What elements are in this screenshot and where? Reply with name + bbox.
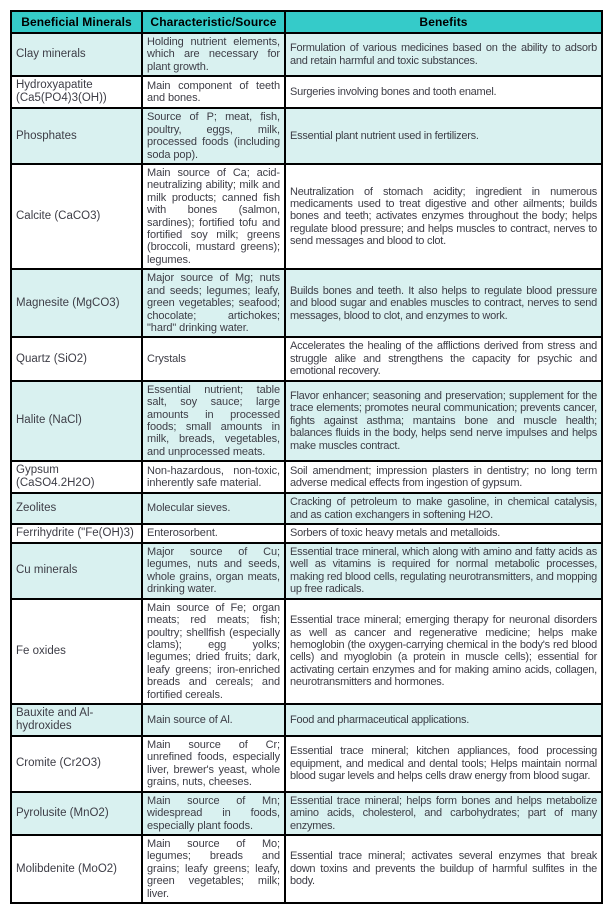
mineral-name-cell: Fe oxides bbox=[11, 599, 142, 704]
benefits-cell: Soil amendment; impression plasters in dentistry; no long term adverse medical effects from ingestion of gypsum. bbox=[285, 461, 602, 493]
benefits-cell: Neutralization of stomach acidity; ingredient in numerous medicaments used to treat digestive and other ailments; builds bones and teeth; activates enzymes throughout the body; helps regulate blood pressure; and helps muscles to contract, nerves to send messages and blood to clot. bbox=[285, 164, 602, 269]
table-row bbox=[11, 704, 602, 736]
benefits-cell: Food and pharmaceutical applications. bbox=[285, 704, 602, 736]
table-row bbox=[11, 381, 602, 462]
mineral-name-cell: Clay minerals bbox=[11, 33, 142, 76]
benefits-cell: Essential trace mineral, which along with amino and fatty acids as well as vitamins is required for normal metabolic processes, making red blood cells, regulating neurotransmitters, and mopping up free radicals. bbox=[285, 543, 602, 599]
mineral-name-cell: Hydroxyapatite (Ca5(PO4)3(OH)) bbox=[11, 76, 142, 108]
table-row bbox=[11, 599, 602, 704]
beneficial-minerals-table bbox=[10, 10, 603, 904]
mineral-name-cell: Zeolites bbox=[11, 493, 142, 524]
table-row bbox=[11, 461, 602, 493]
table-row bbox=[11, 108, 602, 164]
benefits-cell: Sorbers of toxic heavy metals and metalloids. bbox=[285, 524, 602, 543]
mineral-name-cell: Phosphates bbox=[11, 108, 142, 164]
characteristic-cell: Main source of Mn; widespread in foods, especially plant foods. bbox=[142, 792, 285, 835]
table-body bbox=[11, 33, 602, 903]
characteristic-cell: Main source of Fe; organ meats; red meats; fish; poultry; shellfish (especially clams); egg yolks; legumes; dried fruits; dark, leafy greens; iron-enriched breads and cereals; and fortified cereals. bbox=[142, 599, 285, 704]
benefits-cell: Essential trace mineral; emerging therapy for neuronal disorders as well as cancer and regenerative medicine; helps make hemoglobin (the oxygen-carrying chemical in the body's red blood cells) and myoglobin (a protein in muscle cells); essential for activating certain enzymes and for making amino acids, collagen, neurotransmitters and hormones. bbox=[285, 599, 602, 704]
characteristic-cell: Main source of Mo; legumes; breads and grains; leafy greens; leafy, green vegetables; milk; liver. bbox=[142, 835, 285, 903]
table-row bbox=[11, 33, 602, 76]
mineral-name-cell: Gypsum (CaSO4.2H2O) bbox=[11, 461, 142, 493]
benefits-cell: Essential trace mineral; kitchen appliances, food processing equipment, and medical and dental tools; Helps maintain normal blood sugar levels and helps cells draw energy from blood sugar. bbox=[285, 736, 602, 792]
characteristic-cell: Main source of Al. bbox=[142, 704, 285, 736]
table-row bbox=[11, 736, 602, 792]
table-row bbox=[11, 792, 602, 835]
mineral-name-cell: Molibdenite (MoO2) bbox=[11, 835, 142, 903]
mineral-name-cell: Calcite (CaCO3) bbox=[11, 164, 142, 269]
mineral-name-cell: Magnesite (MgCO3) bbox=[11, 269, 142, 337]
characteristic-cell: Enterosorbent. bbox=[142, 524, 285, 543]
table-row bbox=[11, 76, 602, 108]
mineral-name-cell: Cu minerals bbox=[11, 543, 142, 599]
benefits-cell: Essential trace mineral; activates several enzymes that break down toxins and prevents the buildup of harmful sulfites in the body. bbox=[285, 835, 602, 903]
table-row bbox=[11, 835, 602, 903]
characteristic-cell: Source of P; meat, fish, poultry, eggs, milk, processed foods (including soda pop). bbox=[142, 108, 285, 164]
characteristic-cell: Major source of Mg; nuts and seeds; legumes; leafy, green vegetables; seafood; chocolate; artichokes; "hard" drinking water. bbox=[142, 269, 285, 337]
mineral-name-cell: Pyrolusite (MnO2) bbox=[11, 792, 142, 835]
mineral-name-cell: Cromite (Cr2O3) bbox=[11, 736, 142, 792]
column-header-characteristic-source: Characteristic/Source bbox=[142, 11, 285, 33]
column-header-beneficial-minerals: Beneficial Minerals bbox=[11, 11, 142, 33]
characteristic-cell: Major source of Cu; legumes, nuts and seeds, whole grains, organ meats, drinking water. bbox=[142, 543, 285, 599]
benefits-cell: Cracking of petroleum to make gasoline, in chemical catalysis, and as cation exchangers in softening H2O. bbox=[285, 493, 602, 524]
column-header-benefits: Benefits bbox=[285, 11, 602, 33]
mineral-name-cell: Halite (NaCl) bbox=[11, 381, 142, 462]
table-row bbox=[11, 164, 602, 269]
characteristic-cell: Main source of Ca; acid-neutralizing ability; milk and milk products; canned fish with bones (salmon, sardines); fortified tofu and fortified soy milk; greens (broccoli, mustard greens); legumes. bbox=[142, 164, 285, 269]
table-row bbox=[11, 269, 602, 337]
benefits-cell: Essential trace mineral; helps form bones and helps metabolize amino acids, cholesterol, and carbohydrates; part of many enzymes. bbox=[285, 792, 602, 835]
characteristic-cell: Essential nutrient; table salt, soy sauce; large amounts in processed foods; small amounts in milk, breads, vegetables, and unprocessed meats. bbox=[142, 381, 285, 462]
benefits-cell: Flavor enhancer; seasoning and preservation; supplement for the trace elements; promotes neural communication; prevents cancer, fights against asthma; mantains bone and muscle health; balances fluids in the body, helps send nerve impulses and helps make muscles contract. bbox=[285, 381, 602, 462]
characteristic-cell: Molecular sieves. bbox=[142, 493, 285, 524]
characteristic-cell: Non-hazardous, non-toxic, inherently safe material. bbox=[142, 461, 285, 493]
characteristic-cell: Main source of Cr; unrefined foods, especially liver, brewer's yeast, whole grains, nuts, cheeses. bbox=[142, 736, 285, 792]
table-row bbox=[11, 524, 602, 543]
benefits-cell: Essential plant nutrient used in fertilizers. bbox=[285, 108, 602, 164]
characteristic-cell: Main component of teeth and bones. bbox=[142, 76, 285, 108]
table-row bbox=[11, 337, 602, 380]
benefits-cell: Builds bones and teeth. It also helps to regulate blood pressure and blood sugar and enables muscles to contract, nerves to send messages, blood to clot, and enzymes to work. bbox=[285, 269, 602, 337]
characteristic-cell: Holding nutrient elements, which are necessary for plant growth. bbox=[142, 33, 285, 76]
header-row bbox=[11, 11, 602, 33]
benefits-cell: Surgeries involving bones and tooth enamel. bbox=[285, 76, 602, 108]
table-row bbox=[11, 543, 602, 599]
mineral-name-cell: Bauxite and Al-hydroxides bbox=[11, 704, 142, 736]
table-header bbox=[11, 11, 602, 33]
table-row bbox=[11, 493, 602, 524]
mineral-name-cell: Quartz (SiO2) bbox=[11, 337, 142, 380]
mineral-name-cell: Ferrihydrite ("Fe(OH)3) bbox=[11, 524, 142, 543]
benefits-cell: Accelerates the healing of the afflictions derived from stress and struggle alike and strengthens the capacity for psychic and emotional recovery. bbox=[285, 337, 602, 380]
characteristic-cell: Crystals bbox=[142, 337, 285, 380]
benefits-cell: Formulation of various medicines based on the ability to adsorb and retain harmful and toxic substances. bbox=[285, 33, 602, 76]
